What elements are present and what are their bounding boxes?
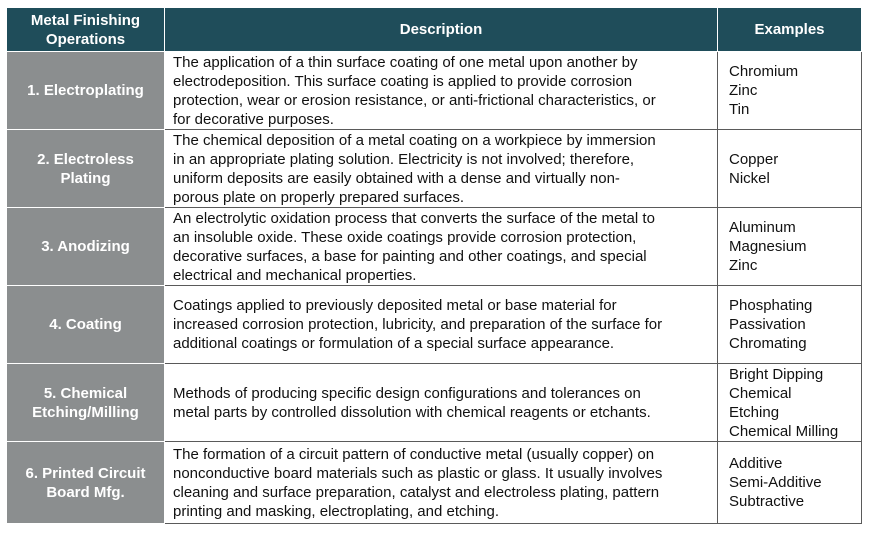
description-line: nonconductive board materials such as plastic or glass. It usually involves	[173, 464, 663, 482]
description-cell	[165, 364, 718, 442]
header-description: Description	[165, 8, 718, 52]
example-item: Nickel	[729, 169, 770, 187]
description-line: The chemical deposition of a metal coating on a workpiece by immersion	[173, 131, 656, 149]
example-item: Zinc	[729, 257, 758, 274]
example-item: Chemical	[729, 384, 792, 402]
example-item: Subtractive	[729, 493, 805, 510]
example-item: Passivation	[729, 316, 806, 333]
description-cell	[165, 130, 718, 208]
description-line: an insoluble oxide. These oxide coatings provide corrosion protection,	[173, 228, 637, 246]
example-item: Semi-Additive	[729, 474, 822, 491]
description-line: in an appropriate plating solution. Electricity is not involved; therefore,	[173, 150, 635, 168]
header-operations-line: Operations	[45, 30, 126, 48]
table-body	[7, 52, 862, 524]
operation-name: 3. Anodizing	[41, 238, 130, 255]
operation-cell	[7, 364, 165, 442]
example-item: Additive	[729, 455, 783, 472]
operation-name: 5. Chemical	[43, 384, 128, 402]
description-line: Coatings applied to previously deposited metal or base material for	[173, 297, 617, 314]
example-item: Etching	[729, 403, 780, 421]
description-line: protection, wear or erosion resistance, or anti-frictional characteristics, or	[173, 91, 656, 109]
description-line: additional coatings or formulation of a special surface appearance.	[173, 335, 615, 352]
example-item: Magnesium	[729, 238, 807, 255]
operation-cell	[7, 130, 165, 208]
example-item: Copper	[729, 150, 779, 168]
examples-cell	[718, 364, 862, 442]
table-row	[7, 442, 862, 524]
examples-cell	[718, 208, 862, 286]
example-item: Chromating	[729, 335, 807, 352]
table-row	[7, 364, 862, 442]
table-row	[7, 130, 862, 208]
operation-name: 6. Printed Circuit	[25, 464, 146, 482]
description-line: electrodeposition. This surface coating is applied to provide corrosion	[173, 72, 633, 90]
example-item: Phosphating	[729, 297, 813, 314]
example-item: Zinc	[729, 82, 758, 99]
header-examples: Examples	[718, 8, 862, 52]
header-operations-line: Metal Finishing	[30, 11, 141, 29]
description-line: decorative surfaces, a base for painting and other coatings, and special	[173, 247, 647, 265]
operation-name: Plating	[60, 169, 111, 187]
metal-finishing-table	[6, 7, 862, 524]
description-cell	[165, 208, 718, 286]
description-line: printing and masking, electroplating, and etching.	[173, 502, 500, 520]
operation-name: 2. Electroless	[37, 150, 134, 168]
description-line: metal parts by controlled dissolution with chemical reagents or etchants.	[173, 403, 651, 421]
examples-cell	[718, 52, 862, 130]
description-line: porous plate on properly prepared surfaces.	[173, 188, 465, 206]
example-item: Chromium	[729, 63, 799, 80]
example-item: Tin	[729, 101, 750, 118]
example-item: Bright Dipping	[729, 365, 824, 383]
description-line: for decorative purposes.	[173, 110, 334, 128]
operation-name: 4. Coating	[49, 316, 122, 333]
operation-cell	[7, 208, 165, 286]
operation-cell	[7, 286, 165, 364]
description-line: electrical and mechanical properties.	[173, 266, 417, 284]
description-cell	[165, 286, 718, 364]
description-cell	[165, 442, 718, 524]
operation-name: Etching/Milling	[32, 403, 139, 421]
description-line: Methods of producing specific design configurations and tolerances on	[173, 384, 641, 402]
table-row	[7, 52, 862, 130]
description-line: An electrolytic oxidation process that converts the surface of the metal to	[173, 209, 655, 227]
table-row	[7, 286, 862, 364]
table-row	[7, 208, 862, 286]
operation-name: 1. Electroplating	[27, 82, 144, 99]
examples-cell	[718, 286, 862, 364]
operation-cell	[7, 442, 165, 524]
example-item: Aluminum	[729, 219, 796, 236]
header-operations	[7, 8, 165, 52]
description-line: The formation of a circuit pattern of conductive metal (usually copper) on	[173, 445, 655, 463]
description-line: The application of a thin surface coating of one metal upon another by	[173, 53, 638, 71]
examples-cell	[718, 442, 862, 524]
examples-cell	[718, 130, 862, 208]
description-cell	[165, 52, 718, 130]
operation-cell	[7, 52, 165, 130]
operation-name: Board Mfg.	[46, 483, 125, 501]
description-line: uniform deposits are easily obtained with a dense and virtually non-	[173, 169, 620, 187]
header-row	[7, 8, 862, 52]
description-line: cleaning and surface preparation, catalyst and electroless plating, pattern	[173, 483, 660, 501]
description-line: increased corrosion protection, lubricity, and preparation of the surface for	[173, 316, 663, 333]
example-item: Chemical Milling	[729, 422, 839, 440]
